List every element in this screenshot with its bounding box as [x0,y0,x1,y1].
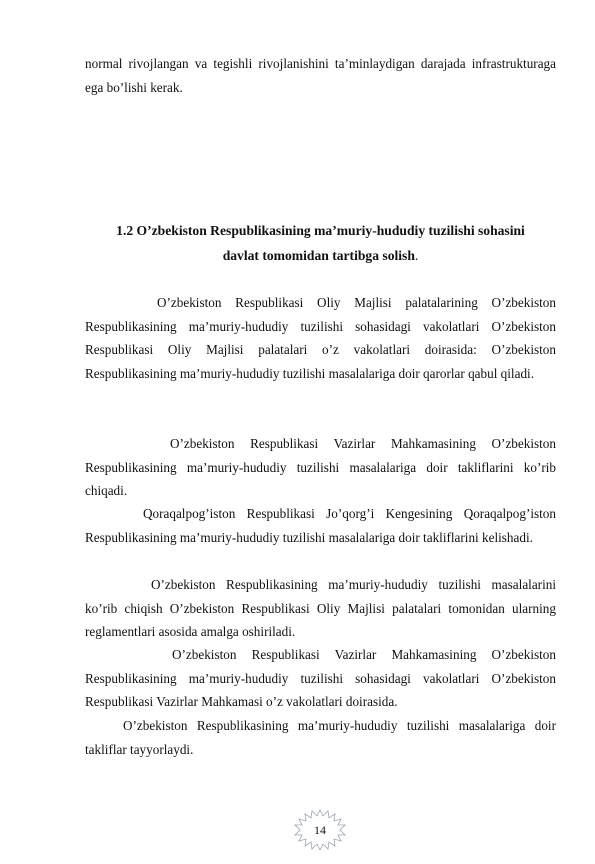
body-paragraph-6: O’zbekiston Respublikasining ma’muriy-hududiy tuzilishi masalalariga doir takliflar tayyorlaydi. [85,718,556,757]
page-number [290,820,350,864]
section-heading [85,218,556,268]
section-heading-line2 [85,243,556,268]
body-paragraph-3: Qoraqalpog’iston Respublikasi Jo’qorg’i Kengesining Qoraqalpog’iston Respublikasining ma’muriy-hududiy tuzilishi masalalariga doir takliflarini kelishadi. [85,506,556,545]
body-paragraph-4: O’zbekiston Respublikasining ma’muriy-hududiy tuzilishi masalalarini ko’rib chiqish O’zbekiston Respublikasi Oliy Majlisi palatalari tomonidan ularning reglamentlari asosida amalga oshiriladi. [85,577,556,640]
body-paragraph-2: O’zbekiston Respublikasi Vazirlar Mahkamasining O’zbekiston Respublikasining ma’muriy-hududiy tuzilishi masalalariga doir takliflarini ko’rib chiqadi. [85,436,556,499]
body-paragraph-1: O’zbekiston Respublikasi Oliy Majlisi palatalarining O’zbekiston Respublikasining ma’muriy-hududiy tuzilishi sohasidagi vakolatlari O’zbekiston Respublikasi Oliy Majlisi palatalari o’z vakolatlari doirasida: O’zbekiston Respublikasining ma’muriy-hududiy tuzilishi masalalariga doir qarorlar qabul qiladi. [85,295,556,381]
section-heading-period: . [414,248,419,263]
body-paragraph-5: O’zbekiston Respublikasi Vazirlar Mahkamasining O’zbekiston Respublikasining ma’muriy-hududiy tuzilishi sohasidagi vakolatlari O’zbekiston Respublikasi Vazirlar Mahkamasi o’z vakolatlari doirasida. [85,647,556,710]
page-number-text: 14 [314,823,326,837]
intro-paragraph: normal rivojlangan va tegishli rivojlanishini ta’minlaydigan darajada infrastrukturaga ega bo’lishi kerak. [85,56,556,95]
section-heading-line1: 1.2 O’zbekiston Respublikasining ma’muriy-hududiy tuzilishi sohasini [116,223,525,238]
section-heading-line2-text: davlat tomomidan tartibga solish [222,248,415,263]
